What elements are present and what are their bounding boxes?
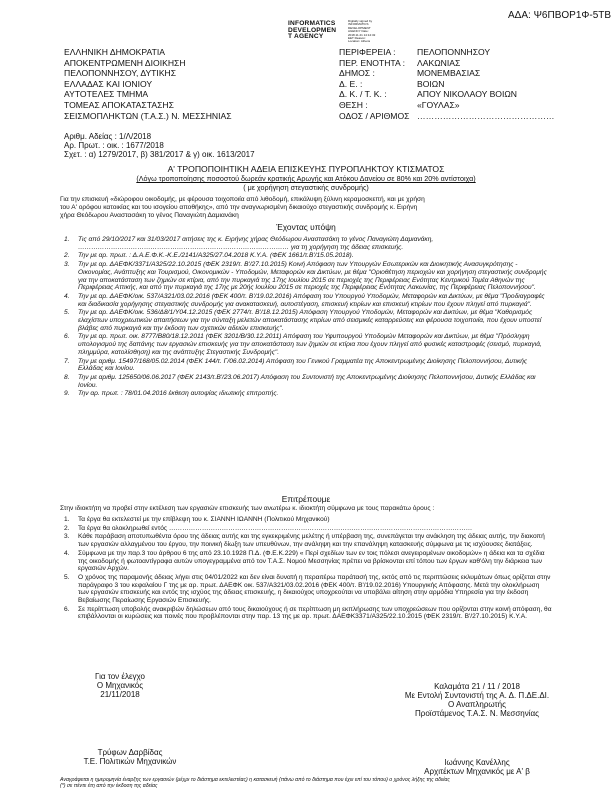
reference-line: Αριθμ. Αδείας : 1/Λ/2018 [64, 132, 152, 141]
item-number: 1. [64, 236, 70, 243]
consideration-item [64, 236, 552, 251]
document-title: Α' ΤΡΟΠΟΠΟΙΗΤΙΚΗ ΑΔΕΙΑ ΕΠΙΣΚΕΥΗΣ ΠΥΡΟΠΛΗΚΤΟΥ ΚΤΙΣΜΑΤΟΣ [167, 164, 445, 174]
item-text: Ο χρόνος της παραμονής άδειας λήγει στις 04/01/2022 και δεν είναι δυνατή η περαιτέρω παράτασή της, εκτός από τις περιπτώσεις εκλυμάτων όπως ορίζεται στην παράγραφο 3 του κεφαλαίου Γ της με αρ. πρωτ. ΔΑΕΦΚ οικ. 537/Α321/03.02.2016 (ΦΕΚ 400/τ. Β'/19.02.2016) Υπουργικής Απόφασης. Μετά την ολοκλήρωση των εργασιών επισκευής και εντός της ισχύος της άδειας επισκευής, η δικαιούχος υποχρεούται να υποβάλει αίτηση στην αρμόδια Υπηρεσία για την έκδοση Βεβαίωσης Περαίωσης Εργασιών Επισκευής. [78, 573, 551, 605]
item-text: Την με αρ. πρωτ. : Δ.Α.Ε.Φ.Κ.-Κ.Ε./2141/Α325/27.04.2018 Κ.Υ.Α. (ΦΕΚ 1661/τ.Β'/15.05.2018). [78, 252, 354, 260]
footer-line: Αναγράφεται η ημερομηνία έναρξης των εργασιών (μέχρι το διάστημα εκτελεστέας) η κατασκευή (πάνω από το διάστημα που έχει επί του τόπου) ο χρόνος λήξης της αδείας [60, 777, 450, 783]
item-number: 6. [64, 605, 70, 613]
issuer-line: ΤΟΜΕΑΣ ΑΠΟΚΑΤΑΣΤΑΣΗΣ [64, 99, 174, 110]
intro-line: Για την επισκευή «διώροφου οικοδομής, με φέρουσα τοιχοποιία από λιθοδομή, επικάλυψη ξύλινη κεραμοσκεπή, και με χρήση [60, 196, 425, 203]
signer-name: Ιωάννης Κανέλλης [444, 758, 510, 767]
considerations-list [64, 236, 552, 398]
location-value: ΛΑΚΩΝΙΑΣ [417, 57, 461, 68]
item-text: Την με αρ. ΔΑΕΦΚ/οικ. 536/Δ8/1/Υ04.12.2015 (ΦΕΚ 2774/τ. Β'/18.12.2015) Απόφαση Υπουργού Υποδομών, Μεταφορών και Δικτύων, με θέμα "Καθορισμός ελαχίστων υποχρεωτικών απαιτήσεων για την σύνταξη μελετών αποκατάστασης κτιρίων από σεισμικές καταρρεύσεις και φέρουσα τοιχοποιία, που έχουν υποστεί βλάβες από πυρκαγιά και την έκδοση των σχετικών αδειών επισκευής". [78, 309, 542, 332]
engineer-title: Τ.Ε. Πολιτικών Μηχανικών [83, 757, 177, 766]
item-text: Σε περίπτωση υποβολής ανακριβών δηλώσεων από τους δικαιούχους ή σε περίπτωση μη εκπλήρωσης των υποχρεώσεων που ορίζονται στην κοινή απόφαση, θα επιβάλλονται οι κυρώσεις και ποινές που προβλέπονται στην παρ. 13 της με αρ. πρωτ. ΔΑΕΦΚ3371/Α325/22.10.2015 (ΦΕΚ 2319/τ. Β'/27.10.2015) Κ.Υ.Α. [78, 605, 552, 621]
consideration-item [64, 309, 552, 332]
term-item [64, 533, 552, 548]
issuer-line: ΕΛΛΑΔΑΣ ΚΑΙ ΙΟΝΙΟΥ [64, 78, 153, 89]
consideration-item [64, 252, 552, 260]
issuer-line: ΑΠΟΚΕΝΤΡΩΜΕΝΗ ΔΙΟΙΚΗΣΗ [64, 57, 186, 68]
location-value: ΠΕΛΟΠΟΝΝΗΣΟΥ [417, 47, 491, 57]
having-title: Έχοντας υπόψη [276, 222, 336, 232]
intro-line: του Α' ορόφου κατοικίας και του ισογείου αποθήκης», από την αναγνωρισμένη δικαιούχο στεγαστικής συνδρομής κ. Ειρήνη [60, 203, 418, 211]
check-title: Για τον έλεγχο [95, 672, 145, 681]
check-date: 21/11/2018 [100, 690, 140, 699]
location-block [339, 47, 555, 121]
location-value: ΒΟΙΩΝ [417, 78, 445, 89]
item-text: Σύμφωνα με την παρ.3 του άρθρου 6 της από 23.10.1928 Π.Δ. (Φ.Ε.Κ.229) « Περί σχεδίων των εν τοις πόλεσι ανεγειρομένων οικοδομών» η άδεια και τα σχέδια της οικοδομής ή φωτοαντίγραφα αυτών υπογεγραμμένα από τον Τ.Α.Σ. Νομού Μεσσηνίας πρέπει να βρίσκονται επί τόπου των έργων καθ'όλη την διάρκεια των εργασιών Αρχών. [78, 549, 545, 573]
ada-code: ΑΔΑ: Ψ6ΠΒΟΡ1Φ-5ΤΒ [508, 10, 612, 21]
item-number: 3. [64, 533, 70, 541]
item-text: Την με αρ. ΔΑΕΦΚ/3371/Α325/22.10.2015 (ΦΕΚ 2319/τ. Β'/27.10.2015) Κοινή Απόφαση των Υπουργών Εσωτερικών και Διοικητικής Ανασυγκρότησης - Οικονομίας, Ανάπτυξης και Τουρισμού, Οικονομικών - Υποδομών, Μεταφορών και Δικτύων, με θέμα "Οριοθέτηση περιοχών και χορήγηση στεγαστικής συνδρομής για την αποκατάσταση των ζημιών σε κτίρια, από την πυρκαγιά της 17ης Ιουλίου 2015 σε περιοχές της Περιφέρειας Ενότητας Κεντρικού Τομέα Αθηνών της Περιφέρειας Αττικής, και από την πυρκαγιά της 17ης με 20ής Ιουλίου 2015 σε περιοχές της Περιφέρειας Ενότητας Λακωνίας, της Περιφέρειας Πελοποννήσου". [78, 261, 547, 292]
item-number: 6. [64, 333, 70, 341]
term-item [64, 606, 552, 621]
item-number: 9. [64, 390, 70, 398]
signoff-place-date: Καλαμάτα 21 / 11 / 2018 [434, 682, 520, 691]
consideration-item [64, 333, 552, 356]
item-number: 4. [64, 292, 70, 300]
engineer-name: Τρύφων Δαρβίδας [97, 748, 163, 757]
signer-block [362, 758, 592, 776]
item-text: Την αρ. πρωτ. : 78/01.04.2016 έκθεση αυτοψίας ιδιωτικής επιτροπής. [78, 390, 279, 398]
item-text: Τα έργα θα ολοκληρωθεί εντός ………………………………………………………………………………………………………………………… [78, 524, 473, 532]
signoff-line: Προϊστάμενος Τ.Α.Σ. Ν. Μεσσηνίας [415, 709, 539, 718]
allow-title: Επιτρέπουμε [281, 494, 331, 504]
term-item [64, 574, 552, 605]
signer-title: Αρχιτέκτων Μηχανικός με Α' β [424, 767, 530, 776]
item-text: Τα έργα θα εκτελεστεί με την επίβλεψη του κ. ΣΙΑΝΝΗ ΙΩΑΝΝΗ (Πολιτικού Μηχανικού) [78, 516, 330, 523]
item-number: 1. [64, 516, 70, 523]
term-item [64, 550, 552, 573]
digital-signature-stamp: Digitally signed by INFORMATICS DEVELOPMENT AGENCY Date: 2018.11.21 14:12:32 EET Reason: Location: Athens [348, 19, 376, 44]
issuer-line: ΕΛΛΗΝΙΚΗ ΔΗΜΟΚΡΑΤΙΑ [64, 47, 165, 57]
references [64, 132, 255, 159]
signoff-block [362, 682, 592, 718]
location-key: ΔΗΜΟΣ : [339, 68, 375, 79]
agency-logo-line: INFORMATICS [288, 20, 336, 27]
footer-note [60, 777, 552, 789]
issuer-block [64, 47, 232, 121]
check-block [70, 672, 170, 699]
signoff-line: Ο Αναπληρωτής [448, 700, 506, 709]
location-key: Δ. Ε. : [339, 78, 363, 89]
item-text: Την με αριθμ. 125650/06.06.2017 (ΦΕΚ 2143/τ.Β'/23.06.2017) Απόφαση του Συντονιστή της Αποκεντρωμένης Διοίκησης Πελοποννήσου, Δυτικής Ελλάδας και Ιονίου. [78, 373, 536, 389]
location-key: ΘΕΣΗ : [339, 99, 368, 110]
location-key: ΟΔΟΣ / ΑΡΙΘΜΟΣ [339, 110, 410, 121]
consideration-item [64, 390, 552, 398]
consideration-item [64, 374, 552, 389]
consideration-item [64, 261, 552, 292]
issuer-line: ΣΕΙΣΜΟΠΛΗΚΤΩΝ (Τ.Α.Σ.) Ν. ΜΕΣΣΗΝΙΑΣ [64, 110, 232, 121]
item-number: 8. [64, 373, 70, 381]
consideration-item [64, 358, 552, 373]
check-role: Ο Μηχανικός [96, 681, 144, 690]
signoff-line: Με Εντολή Συντονιστή της Α. Δ. Π.ΔΕ.ΔΙ. [404, 691, 550, 700]
item-text: Την με αρ. πρωτ. οικ. 8777/Β80/18.12.2011 (ΦΕΚ 3201/Β/30.12.2011) Απόφαση του Υφυπουργού Υποδομών Μεταφορών και Δικτύων, με θέμα "Πρόσληψη υπολογισμού της δαπάνης των εργασιών επισκευής για την αποκατάσταση των ζημιών σε κτίρια που έχουν πληγεί από φυσικές καταστροφές (σεισμό, πυρκαγιά, πλημμύρα, κατολίσθηση) και της ανάπτυξης Στεγαστικής Συνδρομής". [78, 333, 542, 356]
reference-line: Αρ. Πρωτ. : οικ. : 1677/2018 [64, 141, 164, 150]
reference-line: Σχετ. : α) 1279/2017, β) 381/2017 & γ) οικ. 1613/2017 [64, 150, 255, 159]
location-key: Δ. Κ. / Τ. Κ. : [339, 89, 387, 100]
location-key: ΠΕΡΙΦΕΡΕΙΑ : [339, 47, 396, 57]
location-key: ΠΕΡ. ΕΝΟΤΗΤΑ : [339, 57, 406, 68]
agency-logo [288, 21, 336, 41]
agency-logo-line: T AGENCY [288, 33, 324, 41]
item-text: Την με αρ. ΔΑΕΦΚ/οικ. 537/Α321/03.02.2016 (ΦΕΚ 400/τ. Β'/19.02.2016) Απόφαση του Υπουργού Υποδομών, Μεταφορών και Δικτύων, με θέμα "Προδιαγραφές και διαδικασία χορήγησης στεγαστικής συνδρομής για ανακατασκευή, αυτοστέγαση, επισκευή κτιρίων και επισκευή κτιρίων που έχουν πληγεί από πυρκαγιά". [78, 292, 545, 308]
location-value: ΑΠΟΥ ΝΙΚΟΛΑΟΥ ΒΟΙΩΝ [417, 89, 517, 100]
item-number: 2. [64, 252, 70, 260]
item-number: 5. [64, 573, 70, 581]
document-subtitle: (Λόγω τροποποίησης ποσοστού δωρεάν κρατικής Αρωγής και Ατόκου Δανείου σε 80% και 20% αντίστοιχα) [136, 174, 476, 183]
item-text: Τις από 29/10/2017 και 31/03/2017 αιτήσεις της κ. Ειρήνης χήρας Θεόδωρου Αναστασάκη το γένος Παναγιώτη Δαμιανάκη, …………………………………………………………………………………… για τη χορήγηση της άδειας επισκευής. [78, 236, 434, 251]
term-item [64, 525, 552, 533]
allow-intro: Στην ιδιοκτήτη να προβεί στην εκτέλεση των εργασιών επισκευής των ανωτέρω κ. ιδιοκτήτη σύμφωνα με τους παρακάτω όρους : [60, 505, 435, 512]
location-value: ………………………………………… [417, 110, 555, 121]
engineer-block [70, 748, 190, 766]
agency-logo-line: DEVELOPMEN [288, 26, 337, 34]
issuer-line: ΑΥΤΟΤΕΛΕΣ ΤΜΗΜΑ [64, 89, 149, 100]
item-number: 7. [64, 357, 70, 365]
footer-line: (*) σε πέντε έτη από την έκδοση της αδείας [60, 783, 158, 789]
intro-line: χήρα Θεόδωρου Αναστασάκη το γένος Παναγιώτη Δαμιανάκη [60, 211, 239, 219]
item-number: 4. [64, 549, 70, 557]
location-value: «ΓΟΥΛΑΣ» [417, 99, 460, 110]
location-value: ΜΟΝΕΜΒΑΣΙΑΣ [417, 68, 481, 79]
item-number: 5. [64, 309, 70, 317]
item-text: Κάθε παράβαση αποτυπωθέντα όρου της άδειας αυτής και της εγκεκριμένης μελέτης ή υπέρβαση της, συνεπάγεται την ανάκληση της άδειας αυτής, την διακοπή των εργασιών αλλαγμένου του έργου, την ποινική δίωξη των υπευθύνων, την ανάληψη και την επανάληψη κατασκευής σύμφωνα με τις ισχύουσες διατάξεις. [78, 533, 545, 549]
intro-paragraph [60, 196, 425, 219]
document-subtitle-2: ( με χορήγηση στεγαστικής συνδρομής) [243, 183, 369, 192]
consideration-item [64, 293, 552, 308]
item-number: 2. [64, 524, 70, 532]
terms-list [64, 516, 552, 621]
term-item [64, 516, 552, 524]
item-text: Την με αριθμ. 15497/168/05.02.2014 (ΦΕΚ 144/τ. Γ/06.02.2014) Απόφαση του Γενικού Γραμματέα της Αποκεντρωμένης Διοίκησης Πελοποννήσου, Δυτικής Ελλάδας και Ιονίου. [78, 357, 528, 373]
issuer-line: ΠΕΛΟΠΟΝΝΗΣΟΥ, ΔΥΤΙΚΗΣ [64, 68, 177, 79]
item-number: 3. [64, 261, 70, 269]
